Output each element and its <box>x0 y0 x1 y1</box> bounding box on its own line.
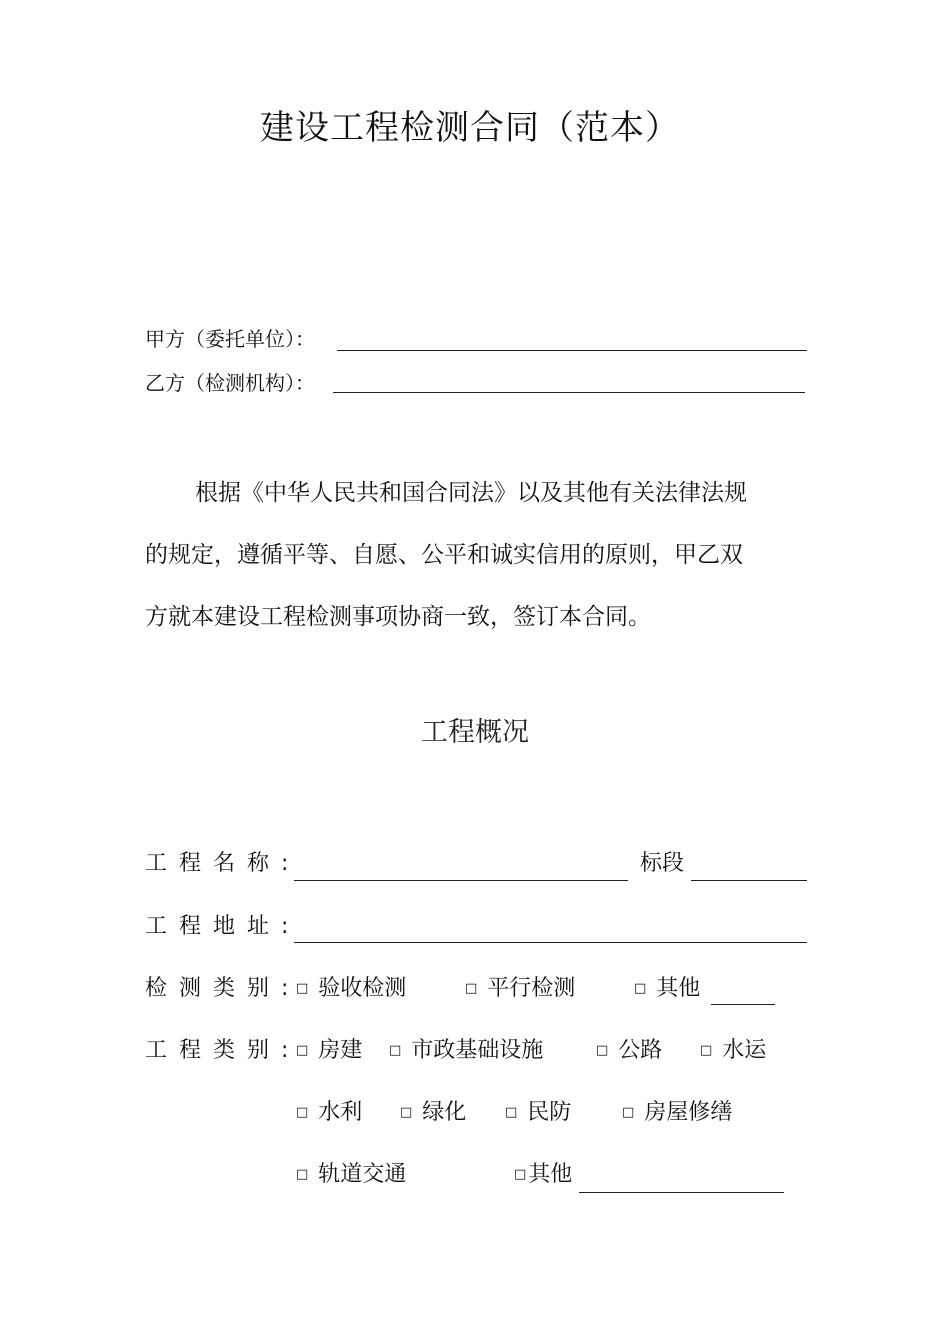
project-option-other[interactable] <box>514 1157 572 1188</box>
party-b-field[interactable] <box>333 392 805 393</box>
project-option-water-conservancy[interactable] <box>296 1095 362 1126</box>
checkbox-icon[interactable]: □ <box>622 1105 635 1120</box>
project-other-field[interactable] <box>579 1192 784 1193</box>
project-option-waterway[interactable] <box>700 1033 766 1064</box>
option-label: 民防 <box>527 1100 572 1125</box>
option-label: 水运 <box>722 1038 767 1063</box>
test-option-acceptance[interactable] <box>296 971 406 1002</box>
checkbox-icon[interactable]: □ <box>296 1105 309 1120</box>
test-category-label: 检测类别 <box>145 976 282 1001</box>
test-option-parallel[interactable] <box>465 971 575 1002</box>
test-other-field[interactable] <box>711 1004 775 1005</box>
project-option-municipal[interactable] <box>389 1033 543 1064</box>
intro-line-2: 的规定，遵循平等、自愿、公平和诚实信用的原则，甲乙双 <box>145 542 743 568</box>
intro-line-1: 根据《中华人民共和国合同法》以及其他有关法律法规 <box>195 480 747 506</box>
option-label: 房屋修缮 <box>644 1100 733 1125</box>
project-option-house-repair[interactable] <box>622 1095 732 1126</box>
checkbox-icon[interactable]: □ <box>400 1105 413 1120</box>
contract-title: 建设工程检测合同（范本） <box>260 108 680 148</box>
test-option-other[interactable] <box>634 971 700 1002</box>
checkbox-icon[interactable]: □ <box>296 981 309 996</box>
project-name-row-label <box>145 846 288 877</box>
intro-line-3: 方就本建设工程检测事项协商一致，签订本合同。 <box>145 604 651 630</box>
project-address-field[interactable] <box>294 942 807 943</box>
option-label: 绿化 <box>422 1100 467 1125</box>
checkbox-icon[interactable]: □ <box>514 1167 527 1182</box>
option-label: 水利 <box>318 1100 363 1125</box>
project-category-row-label <box>145 1033 288 1064</box>
project-option-civil-defense[interactable] <box>505 1095 571 1126</box>
project-address-row-label <box>145 909 288 940</box>
option-label: 验收检测 <box>318 976 407 1001</box>
option-label: 公路 <box>618 1038 663 1063</box>
option-label: 平行检测 <box>487 976 576 1001</box>
checkbox-icon[interactable]: □ <box>296 1167 309 1182</box>
party-a-label: 甲方（委托单位）： <box>145 327 315 351</box>
colon: : <box>281 1038 289 1063</box>
checkbox-icon[interactable]: □ <box>634 981 647 996</box>
project-category-label: 工程类别 <box>145 1038 282 1063</box>
checkbox-icon[interactable]: □ <box>700 1043 713 1058</box>
colon: : <box>281 851 289 876</box>
project-option-rail-transit[interactable] <box>296 1157 406 1188</box>
checkbox-icon[interactable]: □ <box>389 1043 402 1058</box>
project-name-label: 工程名称 <box>145 851 282 876</box>
checkbox-icon[interactable]: □ <box>465 981 478 996</box>
checkbox-icon[interactable]: □ <box>596 1043 609 1058</box>
option-label: 其他 <box>656 976 701 1001</box>
colon: : <box>281 976 289 1001</box>
party-b-label: 乙方（检测机构）： <box>145 371 315 395</box>
colon: : <box>281 914 289 939</box>
project-option-highway[interactable] <box>596 1033 662 1064</box>
project-address-label: 工程地址 <box>145 914 282 939</box>
option-label: 市政基础设施 <box>411 1038 544 1063</box>
test-category-row-label <box>145 971 288 1002</box>
project-name-field[interactable] <box>294 880 628 881</box>
option-label: 其他 <box>528 1162 573 1187</box>
section-field[interactable] <box>691 880 807 881</box>
section-label: 标段 <box>640 851 685 876</box>
project-option-housing[interactable] <box>296 1033 362 1064</box>
party-a-field[interactable] <box>337 350 807 351</box>
checkbox-icon[interactable]: □ <box>505 1105 518 1120</box>
checkbox-icon[interactable]: □ <box>296 1043 309 1058</box>
section-title: 工程概况 <box>421 717 529 748</box>
option-label: 轨道交通 <box>318 1162 407 1187</box>
option-label: 房建 <box>318 1038 363 1063</box>
project-option-greening[interactable] <box>400 1095 466 1126</box>
